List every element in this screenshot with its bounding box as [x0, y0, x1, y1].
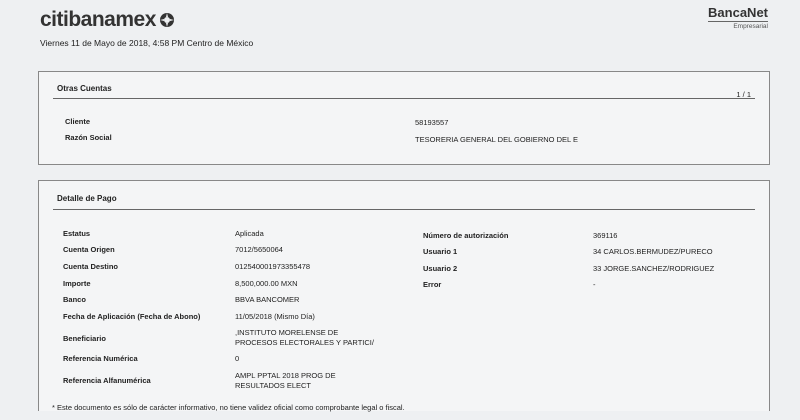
- detalle-de-pago-panel: [38, 180, 770, 411]
- bancanet-brand: [708, 5, 768, 30]
- otras-cuentas-title: Otras Cuentas: [57, 84, 112, 93]
- cliente-label: Cliente: [65, 117, 91, 126]
- importe-value: 8,500,000.00 MXN: [235, 279, 298, 288]
- logo-text: citibanamex: [40, 8, 156, 31]
- referencia-alfanumerica-value-line1: AMPL PPTAL 2018 PROG DE: [235, 371, 336, 380]
- section-divider: [53, 209, 755, 210]
- cuenta-origen-label: Cuenta Origen: [63, 245, 115, 254]
- brand-subtitle: Empresarial: [733, 23, 768, 30]
- numero-autorizacion-value: 369116: [593, 231, 618, 240]
- importe-label: Importe: [63, 279, 91, 288]
- print-datetime: Viernes 11 de Mayo de 2018, 4:58 PM Centro de México: [40, 38, 254, 48]
- usuario-2-value: 33 JORGE.SANCHEZ/RODRIGUEZ: [593, 264, 715, 273]
- estatus-value: Aplicada: [235, 229, 264, 238]
- fecha-aplicacion-value: 11/05/2018 (Mismo Día): [235, 312, 315, 321]
- error-value: -: [593, 280, 596, 289]
- section-divider: [53, 98, 755, 99]
- estatus-label: Estatus: [63, 229, 91, 238]
- page-indicator: 1 / 1: [736, 90, 751, 99]
- numero-autorizacion-label: Número de autorización: [423, 231, 509, 240]
- cuenta-destino-value: 012540001973355478: [235, 262, 311, 271]
- referencia-numerica-label: Referencia Numérica: [63, 354, 138, 363]
- beneficiario-label: Beneficiario: [63, 334, 106, 343]
- banco-value: BBVA BANCOMER: [235, 295, 300, 304]
- fecha-aplicacion-label: Fecha de Aplicación (Fecha de Abono): [63, 312, 201, 321]
- razon-social-value: TESORERIA GENERAL DEL GOBIERNO DEL E: [415, 135, 578, 144]
- usuario-2-label: Usuario 2: [423, 264, 458, 273]
- brand-name: BancaNet: [708, 5, 768, 20]
- usuario-1-label: Usuario 1: [423, 247, 458, 256]
- detalle-de-pago-title: Detalle de Pago: [57, 194, 117, 203]
- otras-cuentas-panel: [38, 71, 770, 165]
- error-label: Error: [423, 280, 442, 289]
- disclaimer-note: * Este documento es sólo de carácter informativo, no tiene validez oficial como comprobante legal o fiscal.: [52, 403, 405, 412]
- citibanamex-symbol-icon: [159, 12, 175, 28]
- referencia-alfanumerica-label: Referencia Alfanumérica: [63, 376, 151, 385]
- razon-social-label: Razón Social: [65, 133, 112, 142]
- banco-label: Banco: [63, 295, 86, 304]
- referencia-numerica-value: 0: [235, 354, 240, 363]
- usuario-1-value: 34 CARLOS.BERMUDEZ/PURECO: [593, 247, 713, 256]
- citibanamex-logo: [40, 8, 175, 32]
- beneficiario-value-line1: ,INSTITUTO MORELENSE DE: [235, 328, 339, 337]
- cuenta-destino-label: Cuenta Destino: [63, 262, 119, 271]
- cuenta-origen-value: 7012/5650064: [235, 245, 283, 254]
- beneficiario-value-line2: PROCESOS ELECTORALES Y PARTICI/: [235, 338, 374, 347]
- cliente-value: 58193557: [415, 118, 449, 127]
- referencia-alfanumerica-value-line2: RESULTADOS ELECT: [235, 381, 311, 390]
